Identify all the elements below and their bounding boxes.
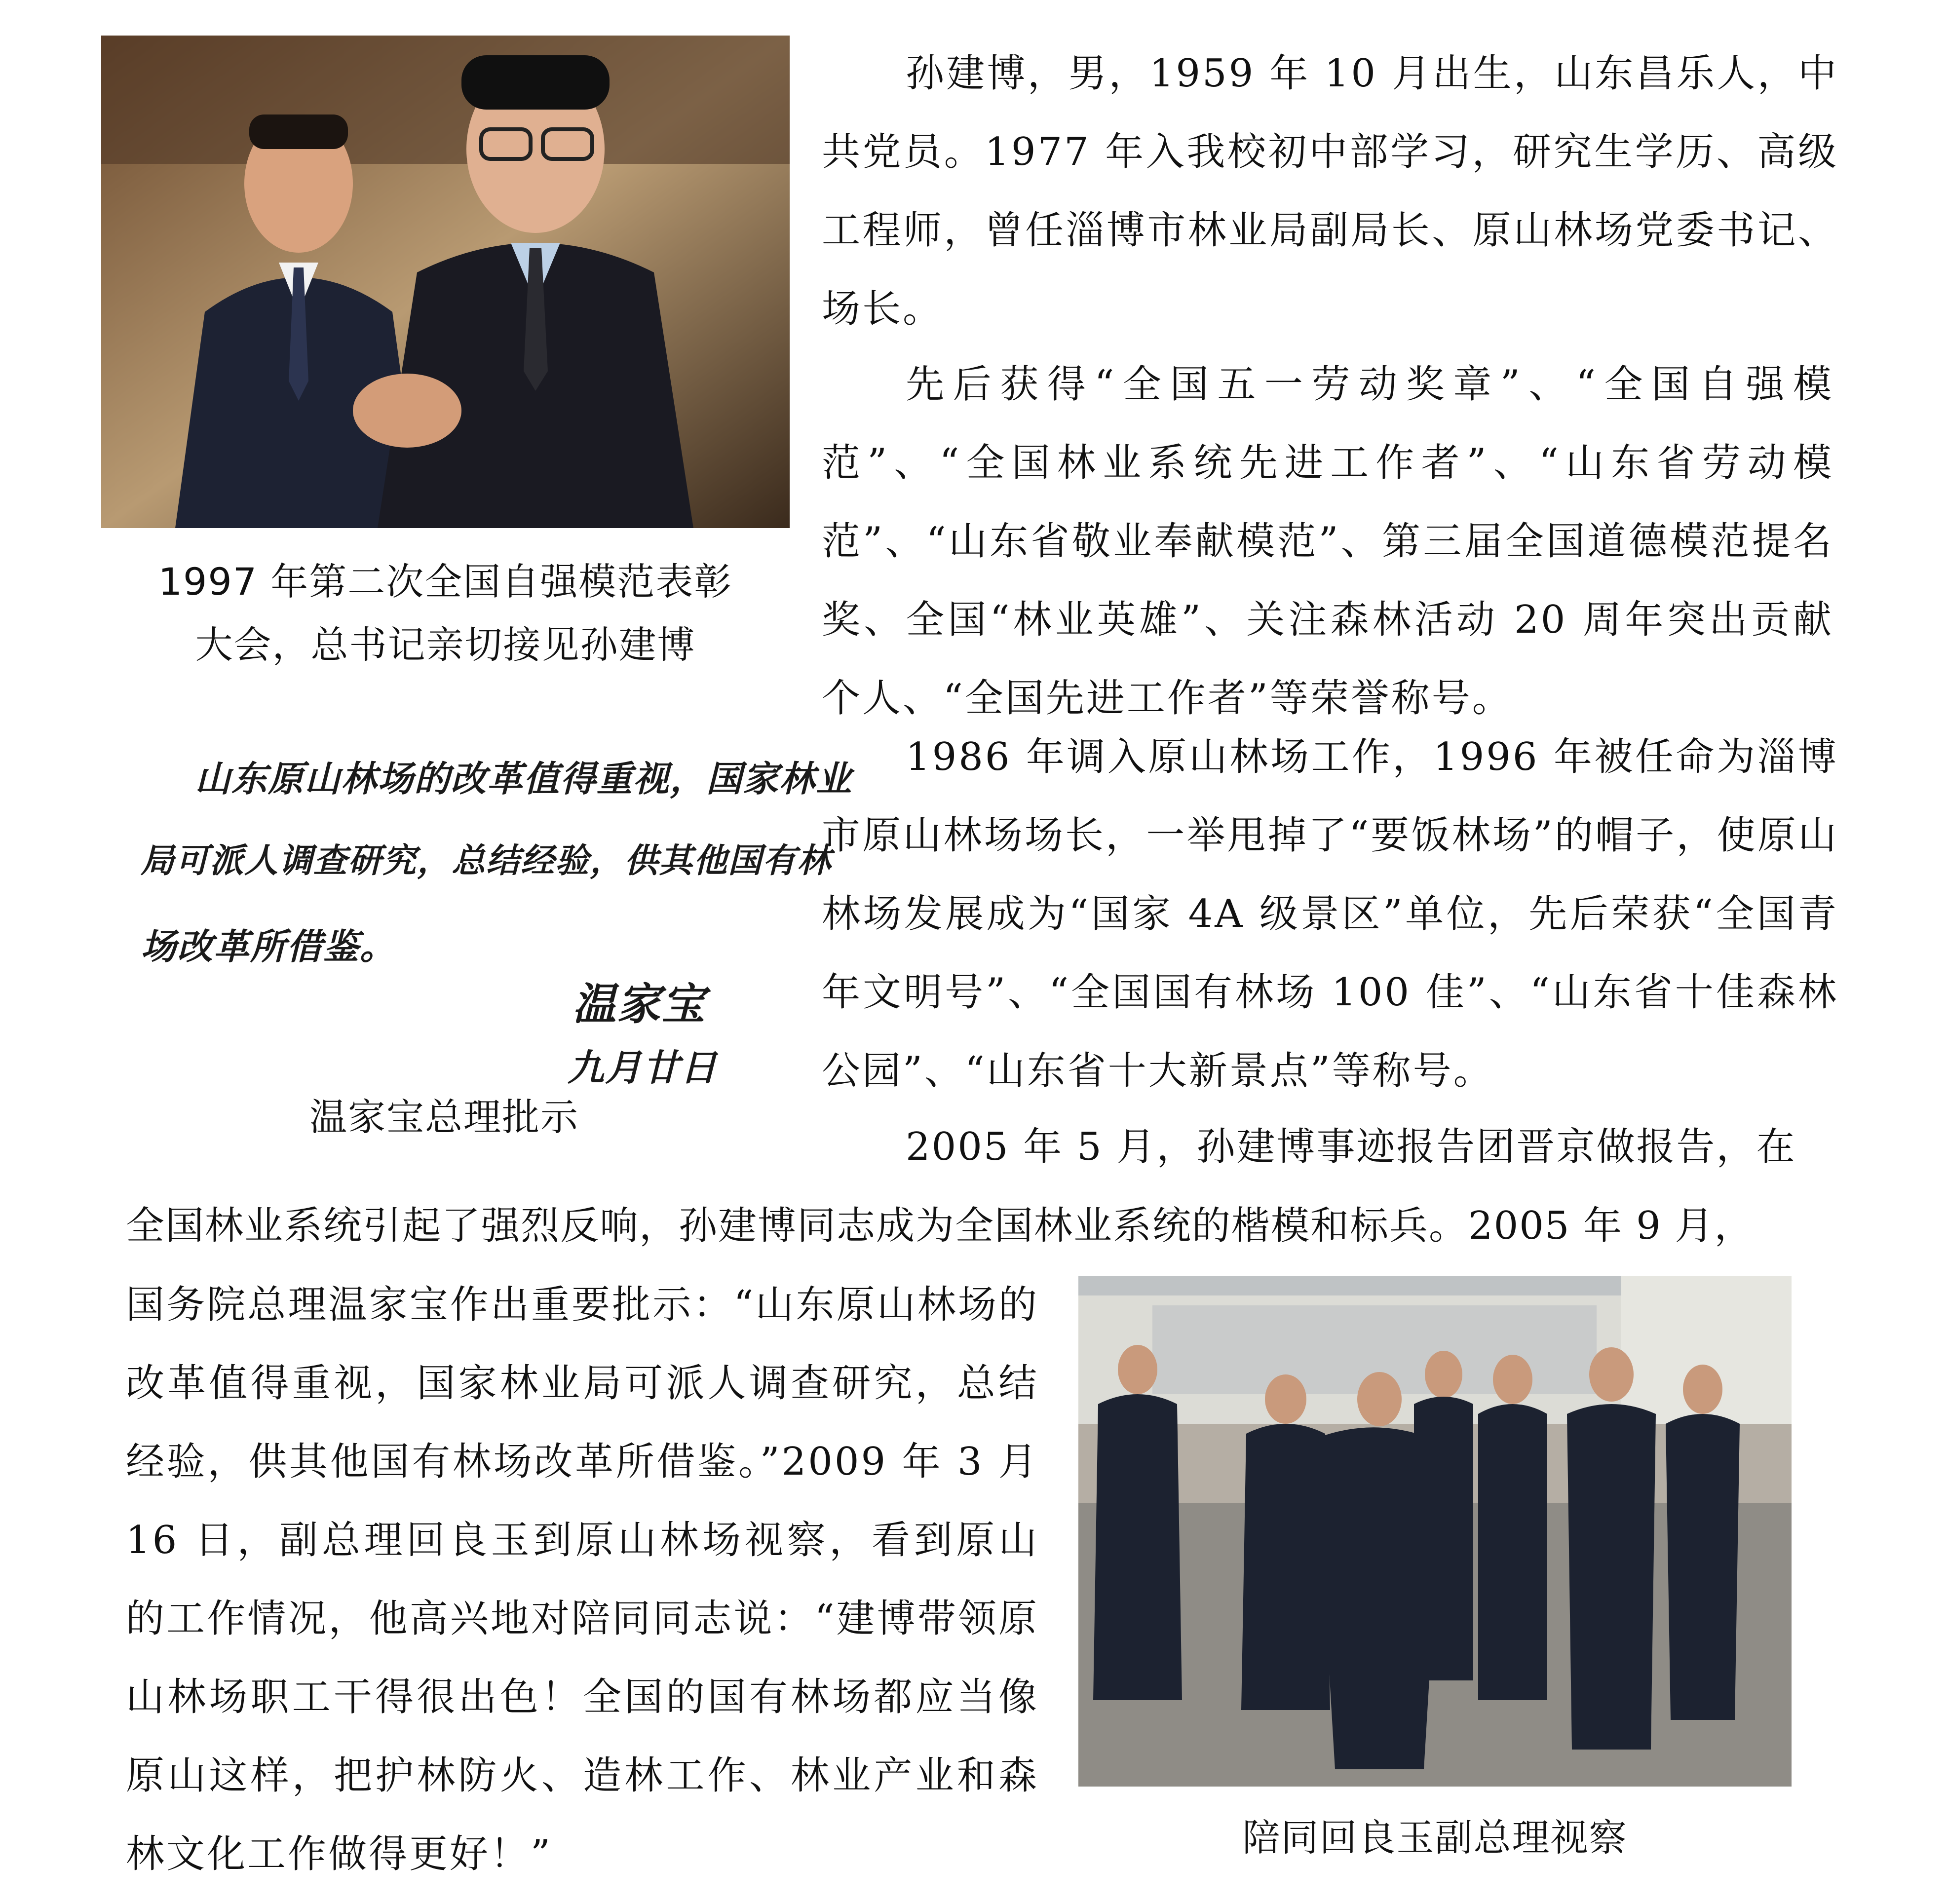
paragraph-report-line1: 2005 年 5 月，孙建博事迹报告团晋京做报告，在 [906, 1125, 1796, 1169]
inspection-photo-image [1078, 1276, 1792, 1787]
memo-signature: 温家宝 [573, 978, 706, 1029]
caption-line: 1997 年第二次全国自强模范表彰 [158, 560, 733, 604]
memo-line: 局可派人调查研究，总结经验，供其他国有林 [141, 841, 832, 880]
caption-line: 大会，总书记亲切接见孙建博 [195, 623, 696, 667]
handshake-photo-image [101, 36, 790, 528]
inspection-photo-caption: 陪同回良玉副总理视察 [1242, 1816, 1628, 1860]
handshake-photo-caption [86, 550, 804, 677]
paragraph-career: 1986 年调入原山林场工作，1996 年被任命为淄博市原山林场场长，一举甩掉了“要饭林场”的帽子，使原山林场发展成为“国家 4A 级景区”单位，先后荣获“全国青年文明号”、“全国国有林场 100 佳”、“山东省十佳森林公园”、“山东省十大新景点”等称号。 [822, 735, 1838, 1093]
paragraph-honors: 先后获得“全国五一劳动奖章”、“全国自强模范”、“全国林业系统先进工作者”、“山东省劳动模范”、“山东省敬业奉献模范”、第三届全国道德模范提名奖、全国“林业英雄”、关注森林活动 20 周年突出贡献个人、“全国先进工作者”等荣誉称号。 [822, 362, 1833, 721]
paragraph-instruction: 国务院总理温家宝作出重要批示：“山东原山林场的改革值得重视，国家林业局可派人调查研究，总结经验，供其他国有林场改革所借鉴。”2009 年 3 月 16 日，副总理回良玉到原山林场视察，看到原山的工作情况，他高兴地对陪同同志说：“建博带领原山林场职工干得很出色！全国的国有林场都应当像原山这样，把护林防火、造林工作、林业产业和森林文化工作做得更好！” [126, 1283, 1039, 1876]
memo-date: 九月廿日 [568, 1047, 718, 1089]
memo-line: 场改革所借鉴。 [141, 925, 397, 967]
paragraph-report-line2: 全国林业系统引起了强烈反响，孙建博同志成为全国林业系统的楷模和标兵。2005 年 9 月， [126, 1204, 1754, 1248]
memo-caption: 温家宝总理批示 [309, 1095, 579, 1139]
inspection-photo [1078, 1276, 1792, 1787]
memo-line: 山东原山林场的改革值得重视，国家林业 [195, 758, 853, 800]
paragraph-intro: 孙建博，男，1959 年 10 月出生，山东昌乐人，中共党员。1977 年入我校初中部学习，研究生学历、高级工程师，曾任淄博市林业局副局长、原山林场党委书记、场长。 [822, 51, 1838, 331]
handshake-photo [101, 36, 790, 528]
